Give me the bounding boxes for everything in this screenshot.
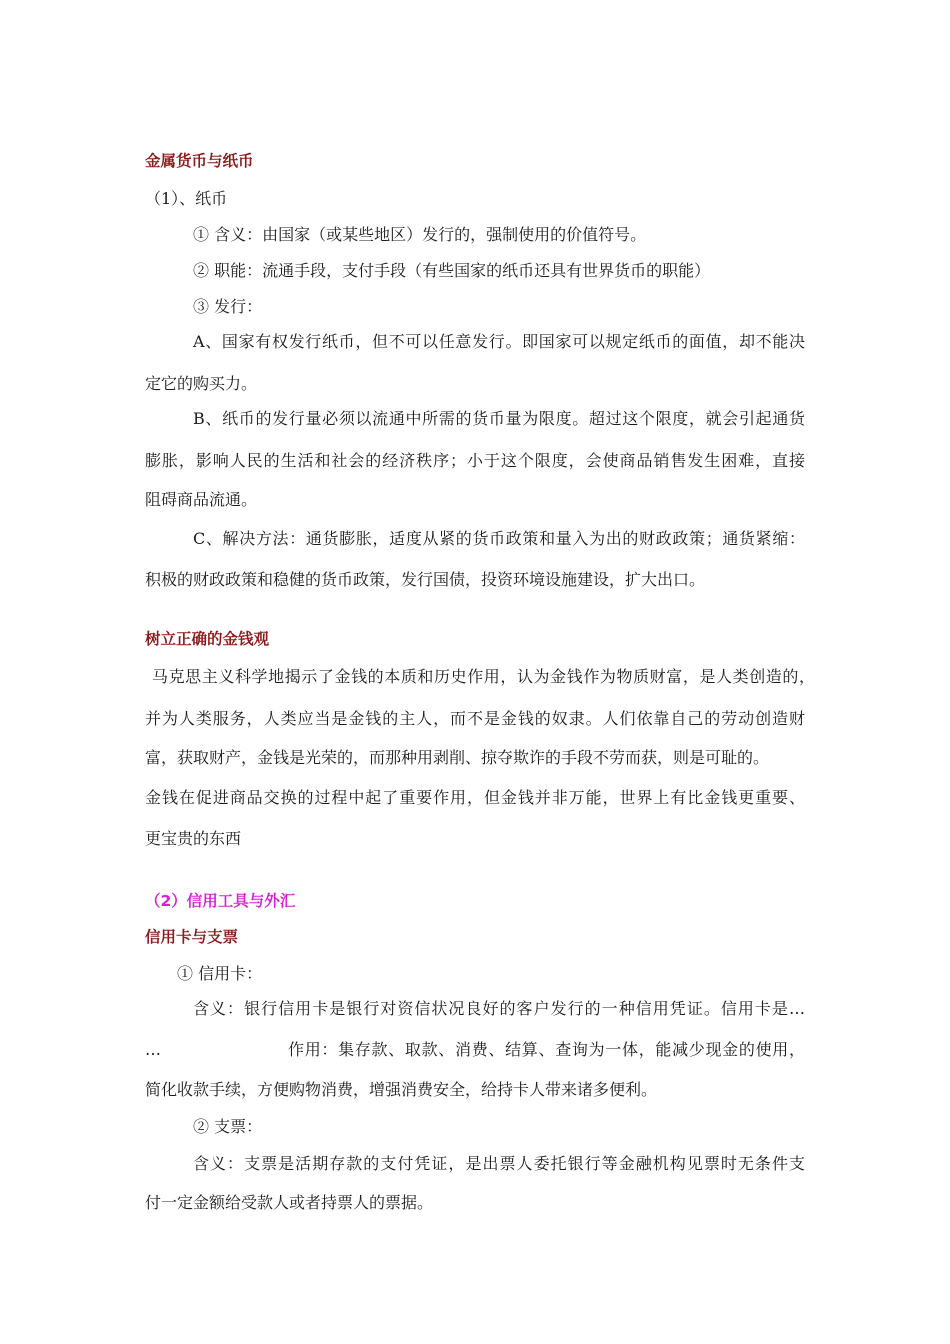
credit-card-ellipsis: … — [145, 1040, 161, 1059]
paper-currency-issuance: ③ 发行： — [193, 297, 263, 316]
paper-currency-meaning: ① 含义：由国家（或某些地区）发行的，强制使用的价值符号。 — [193, 225, 647, 244]
section-heading-metal-paper-currency: 金属货币与纸币 — [145, 152, 254, 170]
point-a-line-2: 定它的购买力。 — [145, 374, 258, 393]
point-c-line-2: 积极的财政政策和稳健的货币政策，发行国债，投资环境设施建设，扩大出口。 — [145, 570, 706, 589]
section-heading-credit-instruments: （2）信用工具与外汇 — [145, 892, 296, 910]
subheading-credit-card-cheque: 信用卡与支票 — [145, 928, 239, 946]
point-b-line-2: 膨胀，影响人民的生活和社会的经济秩序；小于这个限度，会使商品销售发生困难，直接 — [145, 451, 805, 470]
credit-card-function: 作用：集存款、取款、消费、结算、查询为一体，能减少现金的使用， — [288, 1040, 805, 1059]
money-view-line-1: 马克思主义科学地揭示了金钱的本质和历史作用，认为金钱作为物质财富，是人类创造的， — [152, 667, 815, 686]
point-b-line-1: B、纸币的发行量必须以流通中所需的货币量为限度。超过这个限度，就会引起通货 — [193, 409, 805, 428]
credit-card-title: ① 信用卡： — [177, 964, 263, 983]
point-a-line-1: A、国家有权发行纸币，但不可以任意发行。即国家可以规定纸币的面值，却不能决 — [193, 332, 805, 351]
section-heading-money-view: 树立正确的金钱观 — [145, 630, 270, 648]
cheque-definition-line-2: 付一定金额给受款人或者持票人的票据。 — [145, 1193, 434, 1212]
point-b-line-3: 阻碍商品流通。 — [145, 490, 258, 509]
money-view-line-2: 并为人类服务，人类应当是金钱的主人，而不是金钱的奴隶。人们依靠自己的劳动创造财 — [145, 709, 805, 728]
credit-card-definition: 含义：银行信用卡是银行对资信状况良好的客户发行的一种信用凭证。信用卡是… — [193, 999, 805, 1018]
paper-currency-functions: ② 职能：流通手段，支付手段（有些国家的纸币还具有世界货币的职能） — [193, 261, 711, 280]
point-c-line-1: C、解决方法：通货膨胀，适度从紧的货币政策和量入为出的财政政策；通货紧缩： — [193, 529, 805, 548]
cheque-title: ② 支票： — [193, 1117, 263, 1136]
subheading-paper-currency: （1）、纸币 — [145, 189, 228, 208]
credit-card-function-continued: 简化收款手续，方便购物消费，增强消费安全，给持卡人带来诸多便利。 — [145, 1080, 658, 1099]
money-view-line-4: 金钱在促进商品交换的过程中起了重要作用，但金钱并非万能，世界上有比金钱更重要、 — [145, 788, 805, 807]
money-view-line-3: 富，获取财产，金钱是光荣的，而那种用剥削、掠夺欺诈的手段不劳而获，则是可耻的。 — [145, 748, 770, 767]
cheque-definition-line-1: 含义：支票是活期存款的支付凭证，是出票人委托银行等金融机构见票时无条件支 — [193, 1154, 805, 1173]
money-view-line-5: 更宝贵的东西 — [145, 829, 242, 848]
credit-card-function-row — [145, 1040, 805, 1060]
